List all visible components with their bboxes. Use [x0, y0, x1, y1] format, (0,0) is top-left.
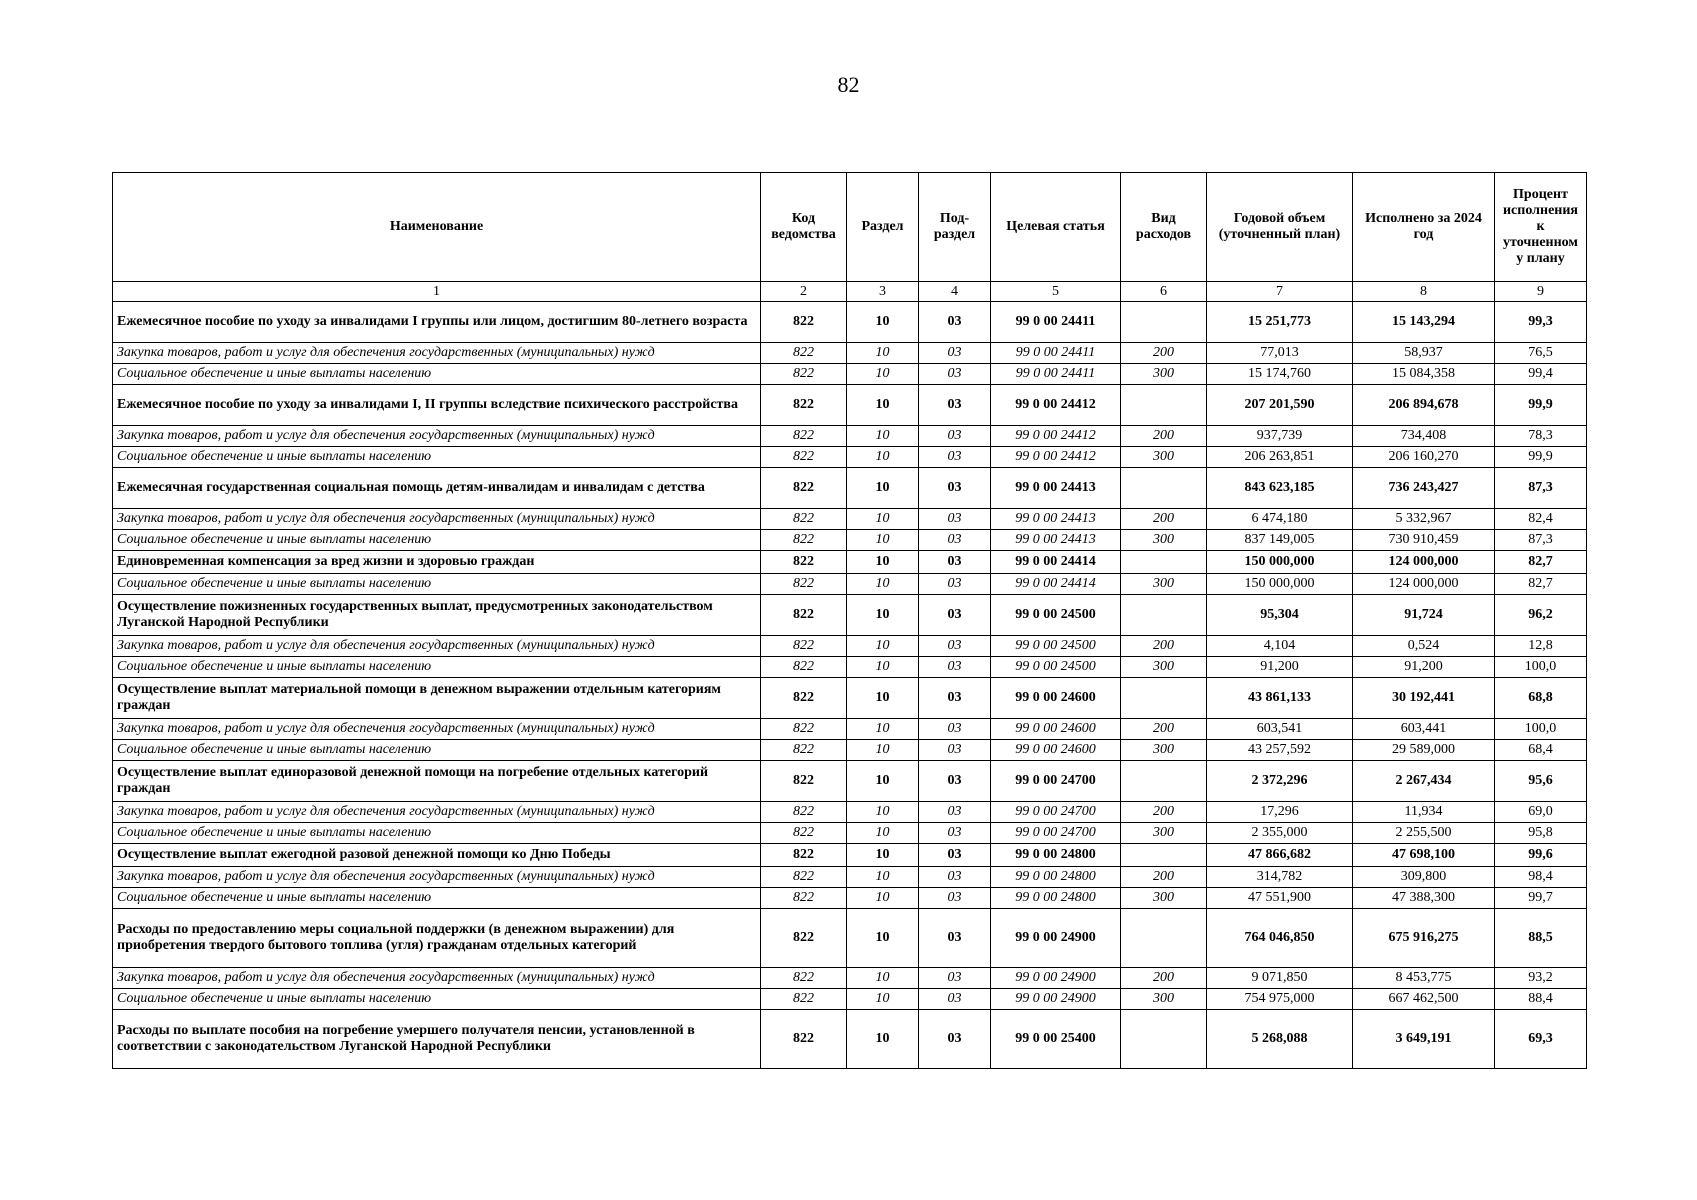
cell-annual-plan: 43 861,133: [1207, 678, 1353, 719]
cell-target-article: 99 0 00 25400: [991, 1010, 1121, 1069]
column-number: 2: [761, 282, 847, 302]
column-number: 7: [1207, 282, 1353, 302]
cell-expense-kind: [1121, 761, 1207, 802]
cell-executed: 11,934: [1353, 802, 1495, 823]
cell-expense-kind: 300: [1121, 989, 1207, 1010]
cell-annual-plan: 91,200: [1207, 657, 1353, 678]
cell-name: Осуществление выплат единоразовой денежной помощи на погребение отдельных категорий граждан: [113, 761, 761, 802]
cell-section: 10: [847, 574, 919, 595]
cell-expense-kind: 200: [1121, 343, 1207, 364]
cell-section: 10: [847, 989, 919, 1010]
cell-annual-plan: 15 174,760: [1207, 364, 1353, 385]
page-number: 82: [837, 72, 860, 97]
cell-percent: 95,8: [1495, 823, 1587, 844]
table-row-subitem: [113, 447, 1587, 468]
table-row-subitem: [113, 823, 1587, 844]
cell-annual-plan: 5 268,088: [1207, 1010, 1353, 1069]
cell-annual-plan: 47 551,900: [1207, 888, 1353, 909]
cell-section: 10: [847, 530, 919, 551]
cell-percent: 95,6: [1495, 761, 1587, 802]
cell-subsection: 03: [919, 888, 991, 909]
cell-annual-plan: 754 975,000: [1207, 989, 1353, 1010]
cell-section: 10: [847, 426, 919, 447]
cell-name: Закупка товаров, работ и услуг для обеспечения государственных (муниципальных) нужд: [113, 719, 761, 740]
table-row-subitem: [113, 636, 1587, 657]
cell-executed: 206 160,270: [1353, 447, 1495, 468]
cell-executed: 30 192,441: [1353, 678, 1495, 719]
cell-percent: 82,4: [1495, 509, 1587, 530]
cell-target-article: 99 0 00 24700: [991, 823, 1121, 844]
cell-section: 10: [847, 968, 919, 989]
column-number: 3: [847, 282, 919, 302]
cell-subsection: 03: [919, 657, 991, 678]
cell-expense-kind: [1121, 678, 1207, 719]
cell-executed: 734,408: [1353, 426, 1495, 447]
cell-subsection: 03: [919, 989, 991, 1010]
table-row-item: [113, 385, 1587, 426]
cell-section: 10: [847, 1010, 919, 1069]
cell-executed: 15 084,358: [1353, 364, 1495, 385]
cell-name: Закупка товаров, работ и услуг для обеспечения государственных (муниципальных) нужд: [113, 426, 761, 447]
table-row-subitem: [113, 574, 1587, 595]
cell-name: Социальное обеспечение и иные выплаты населению: [113, 530, 761, 551]
cell-department-code: 822: [761, 343, 847, 364]
cell-department-code: 822: [761, 595, 847, 636]
cell-subsection: 03: [919, 636, 991, 657]
cell-executed: 730 910,459: [1353, 530, 1495, 551]
cell-subsection: 03: [919, 968, 991, 989]
cell-percent: 99,3: [1495, 302, 1587, 343]
cell-annual-plan: 77,013: [1207, 343, 1353, 364]
cell-percent: 93,2: [1495, 968, 1587, 989]
cell-name: Осуществление выплат материальной помощи в денежном выражении отдельным категориям граждан: [113, 678, 761, 719]
cell-name: Закупка товаров, работ и услуг для обеспечения государственных (муниципальных) нужд: [113, 968, 761, 989]
cell-department-code: 822: [761, 364, 847, 385]
cell-annual-plan: 150 000,000: [1207, 574, 1353, 595]
cell-percent: 76,5: [1495, 343, 1587, 364]
cell-target-article: 99 0 00 24600: [991, 678, 1121, 719]
table-row-subitem: [113, 802, 1587, 823]
cell-name: Ежемесячная государственная социальная помощь детям-инвалидам и инвалидам с детства: [113, 468, 761, 509]
table-row-subitem: [113, 509, 1587, 530]
cell-percent: 88,5: [1495, 909, 1587, 968]
cell-executed: 675 916,275: [1353, 909, 1495, 968]
cell-expense-kind: 300: [1121, 574, 1207, 595]
cell-name: Расходы по предоставлению меры социальной поддержки (в денежном выражении) для приобретения твердого бытового топлива (угля) гражданам отдельных категорий: [113, 909, 761, 968]
cell-target-article: 99 0 00 24412: [991, 447, 1121, 468]
cell-annual-plan: 47 866,682: [1207, 844, 1353, 867]
cell-subsection: 03: [919, 302, 991, 343]
budget-execution-table: [112, 172, 1587, 1069]
cell-annual-plan: 206 263,851: [1207, 447, 1353, 468]
cell-percent: 99,7: [1495, 888, 1587, 909]
cell-department-code: 822: [761, 551, 847, 574]
cell-percent: 12,8: [1495, 636, 1587, 657]
cell-expense-kind: 200: [1121, 636, 1207, 657]
table-row-item: [113, 1010, 1587, 1069]
cell-annual-plan: 2 372,296: [1207, 761, 1353, 802]
cell-subsection: 03: [919, 343, 991, 364]
cell-section: 10: [847, 657, 919, 678]
cell-percent: 87,3: [1495, 468, 1587, 509]
cell-name: Социальное обеспечение и иные выплаты населению: [113, 447, 761, 468]
cell-name: Ежемесячное пособие по уходу за инвалидами I, II группы вследствие психического расстройства: [113, 385, 761, 426]
cell-annual-plan: 764 046,850: [1207, 909, 1353, 968]
cell-subsection: 03: [919, 678, 991, 719]
cell-executed: 5 332,967: [1353, 509, 1495, 530]
header-annual-plan: Годовой объем (уточненный план): [1207, 173, 1353, 282]
cell-section: 10: [847, 909, 919, 968]
table-row-subitem: [113, 657, 1587, 678]
table-row-subitem: [113, 343, 1587, 364]
cell-executed: 91,724: [1353, 595, 1495, 636]
cell-department-code: 822: [761, 426, 847, 447]
cell-subsection: 03: [919, 530, 991, 551]
cell-executed: 8 453,775: [1353, 968, 1495, 989]
cell-target-article: 99 0 00 24413: [991, 468, 1121, 509]
cell-name: Социальное обеспечение и иные выплаты населению: [113, 657, 761, 678]
cell-executed: 124 000,000: [1353, 551, 1495, 574]
cell-executed: 91,200: [1353, 657, 1495, 678]
cell-department-code: 822: [761, 636, 847, 657]
cell-subsection: 03: [919, 802, 991, 823]
cell-section: 10: [847, 447, 919, 468]
cell-section: 10: [847, 719, 919, 740]
cell-expense-kind: 300: [1121, 364, 1207, 385]
cell-expense-kind: [1121, 909, 1207, 968]
cell-department-code: 822: [761, 468, 847, 509]
cell-percent: 78,3: [1495, 426, 1587, 447]
cell-name: Социальное обеспечение и иные выплаты населению: [113, 740, 761, 761]
cell-annual-plan: 2 355,000: [1207, 823, 1353, 844]
cell-department-code: 822: [761, 530, 847, 551]
cell-percent: 82,7: [1495, 574, 1587, 595]
cell-annual-plan: 4,104: [1207, 636, 1353, 657]
cell-annual-plan: 17,296: [1207, 802, 1353, 823]
cell-target-article: 99 0 00 24413: [991, 530, 1121, 551]
cell-target-article: 99 0 00 24600: [991, 719, 1121, 740]
cell-department-code: 822: [761, 509, 847, 530]
cell-target-article: 99 0 00 24900: [991, 909, 1121, 968]
cell-expense-kind: 300: [1121, 823, 1207, 844]
cell-department-code: 822: [761, 447, 847, 468]
cell-executed: 206 894,678: [1353, 385, 1495, 426]
table-header-row: [113, 173, 1587, 282]
cell-target-article: 99 0 00 24414: [991, 574, 1121, 595]
cell-executed: 2 255,500: [1353, 823, 1495, 844]
cell-subsection: 03: [919, 823, 991, 844]
cell-annual-plan: 314,782: [1207, 867, 1353, 888]
cell-section: 10: [847, 343, 919, 364]
table-row-subitem: [113, 530, 1587, 551]
cell-percent: 99,9: [1495, 447, 1587, 468]
column-number-row: [113, 282, 1587, 302]
cell-subsection: 03: [919, 447, 991, 468]
cell-section: 10: [847, 678, 919, 719]
header-target-article: Целевая статья: [991, 173, 1121, 282]
cell-percent: 88,4: [1495, 989, 1587, 1010]
cell-target-article: 99 0 00 24414: [991, 551, 1121, 574]
cell-annual-plan: 6 474,180: [1207, 509, 1353, 530]
table-row-subitem: [113, 867, 1587, 888]
column-number: 5: [991, 282, 1121, 302]
cell-executed: 47 388,300: [1353, 888, 1495, 909]
cell-expense-kind: [1121, 468, 1207, 509]
table-row-subitem: [113, 364, 1587, 385]
cell-executed: 3 649,191: [1353, 1010, 1495, 1069]
cell-name: Закупка товаров, работ и услуг для обеспечения государственных (муниципальных) нужд: [113, 636, 761, 657]
cell-subsection: 03: [919, 574, 991, 595]
cell-annual-plan: 843 623,185: [1207, 468, 1353, 509]
cell-target-article: 99 0 00 24411: [991, 364, 1121, 385]
cell-department-code: 822: [761, 657, 847, 678]
cell-target-article: 99 0 00 24700: [991, 761, 1121, 802]
cell-department-code: 822: [761, 302, 847, 343]
cell-executed: 124 000,000: [1353, 574, 1495, 595]
cell-subsection: 03: [919, 385, 991, 426]
cell-expense-kind: 200: [1121, 426, 1207, 447]
cell-subsection: 03: [919, 909, 991, 968]
cell-department-code: 822: [761, 719, 847, 740]
table-row-subitem: [113, 740, 1587, 761]
cell-name: Закупка товаров, работ и услуг для обеспечения государственных (муниципальных) нужд: [113, 509, 761, 530]
cell-target-article: 99 0 00 24600: [991, 740, 1121, 761]
column-number: 6: [1121, 282, 1207, 302]
cell-annual-plan: 43 257,592: [1207, 740, 1353, 761]
cell-department-code: 822: [761, 867, 847, 888]
cell-department-code: 822: [761, 385, 847, 426]
cell-department-code: 822: [761, 823, 847, 844]
cell-subsection: 03: [919, 468, 991, 509]
cell-expense-kind: [1121, 595, 1207, 636]
cell-target-article: 99 0 00 24800: [991, 867, 1121, 888]
cell-executed: 309,800: [1353, 867, 1495, 888]
cell-section: 10: [847, 740, 919, 761]
cell-department-code: 822: [761, 802, 847, 823]
cell-department-code: 822: [761, 989, 847, 1010]
cell-expense-kind: 200: [1121, 802, 1207, 823]
cell-executed: 47 698,100: [1353, 844, 1495, 867]
cell-expense-kind: [1121, 302, 1207, 343]
cell-subsection: 03: [919, 426, 991, 447]
cell-subsection: 03: [919, 1010, 991, 1069]
table-row-item: [113, 468, 1587, 509]
table-row-item: [113, 595, 1587, 636]
cell-department-code: 822: [761, 1010, 847, 1069]
cell-section: 10: [847, 302, 919, 343]
cell-annual-plan: 207 201,590: [1207, 385, 1353, 426]
cell-executed: 603,441: [1353, 719, 1495, 740]
header-name: Наименование: [113, 173, 761, 282]
cell-expense-kind: [1121, 385, 1207, 426]
column-number: 1: [113, 282, 761, 302]
cell-annual-plan: 603,541: [1207, 719, 1353, 740]
cell-section: 10: [847, 509, 919, 530]
column-number: 9: [1495, 282, 1587, 302]
cell-target-article: 99 0 00 24700: [991, 802, 1121, 823]
cell-percent: 69,3: [1495, 1010, 1587, 1069]
cell-section: 10: [847, 888, 919, 909]
cell-name: Единовременная компенсация за вред жизни и здоровью граждан: [113, 551, 761, 574]
cell-expense-kind: 200: [1121, 968, 1207, 989]
cell-name: Осуществление пожизненных государственных выплат, предусмотренных законодательством Луганской Народной Республики: [113, 595, 761, 636]
cell-annual-plan: 150 000,000: [1207, 551, 1353, 574]
cell-target-article: 99 0 00 24412: [991, 385, 1121, 426]
cell-expense-kind: 200: [1121, 719, 1207, 740]
cell-name: Закупка товаров, работ и услуг для обеспечения государственных (муниципальных) нужд: [113, 802, 761, 823]
cell-subsection: 03: [919, 761, 991, 802]
cell-executed: 15 143,294: [1353, 302, 1495, 343]
table-row-item: [113, 761, 1587, 802]
cell-percent: 100,0: [1495, 719, 1587, 740]
cell-percent: 96,2: [1495, 595, 1587, 636]
cell-subsection: 03: [919, 364, 991, 385]
cell-executed: 29 589,000: [1353, 740, 1495, 761]
table-body: [113, 302, 1587, 1069]
cell-name: Ежемесячное пособие по уходу за инвалидами I группы или лицом, достигшим 80-летнего возраста: [113, 302, 761, 343]
table-row-item: [113, 302, 1587, 343]
cell-percent: 87,3: [1495, 530, 1587, 551]
cell-target-article: 99 0 00 24800: [991, 844, 1121, 867]
cell-expense-kind: [1121, 1010, 1207, 1069]
cell-subsection: 03: [919, 509, 991, 530]
cell-department-code: 822: [761, 968, 847, 989]
cell-subsection: 03: [919, 595, 991, 636]
table-row-subitem: [113, 426, 1587, 447]
cell-percent: 98,4: [1495, 867, 1587, 888]
cell-department-code: 822: [761, 761, 847, 802]
cell-target-article: 99 0 00 24411: [991, 302, 1121, 343]
cell-target-article: 99 0 00 24500: [991, 636, 1121, 657]
table-row-item: [113, 844, 1587, 867]
cell-name: Социальное обеспечение и иные выплаты населению: [113, 823, 761, 844]
cell-annual-plan: 837 149,005: [1207, 530, 1353, 551]
header-subsection: Под-раздел: [919, 173, 991, 282]
cell-percent: 100,0: [1495, 657, 1587, 678]
cell-target-article: 99 0 00 24411: [991, 343, 1121, 364]
cell-department-code: 822: [761, 574, 847, 595]
cell-section: 10: [847, 364, 919, 385]
cell-expense-kind: 300: [1121, 657, 1207, 678]
cell-section: 10: [847, 867, 919, 888]
table-row-subitem: [113, 968, 1587, 989]
cell-executed: 58,937: [1353, 343, 1495, 364]
table-row-subitem: [113, 989, 1587, 1010]
cell-target-article: 99 0 00 24413: [991, 509, 1121, 530]
cell-annual-plan: 9 071,850: [1207, 968, 1353, 989]
cell-percent: 68,4: [1495, 740, 1587, 761]
cell-percent: 82,7: [1495, 551, 1587, 574]
table-row-subitem: [113, 888, 1587, 909]
cell-name: Социальное обеспечение и иные выплаты населению: [113, 989, 761, 1010]
cell-subsection: 03: [919, 719, 991, 740]
table-row-item: [113, 909, 1587, 968]
cell-department-code: 822: [761, 888, 847, 909]
cell-name: Осуществление выплат ежегодной разовой денежной помощи ко Дню Победы: [113, 844, 761, 867]
cell-percent: 99,9: [1495, 385, 1587, 426]
cell-subsection: 03: [919, 867, 991, 888]
cell-section: 10: [847, 761, 919, 802]
cell-department-code: 822: [761, 909, 847, 968]
cell-target-article: 99 0 00 24800: [991, 888, 1121, 909]
cell-expense-kind: 200: [1121, 509, 1207, 530]
cell-name: Социальное обеспечение и иные выплаты населению: [113, 364, 761, 385]
cell-section: 10: [847, 636, 919, 657]
cell-target-article: 99 0 00 24500: [991, 595, 1121, 636]
table-row-subitem: [113, 719, 1587, 740]
cell-percent: 99,6: [1495, 844, 1587, 867]
cell-department-code: 822: [761, 740, 847, 761]
cell-executed: 667 462,500: [1353, 989, 1495, 1010]
cell-name: Закупка товаров, работ и услуг для обеспечения государственных (муниципальных) нужд: [113, 343, 761, 364]
cell-section: 10: [847, 802, 919, 823]
cell-expense-kind: 300: [1121, 530, 1207, 551]
cell-section: 10: [847, 823, 919, 844]
cell-annual-plan: 937,739: [1207, 426, 1353, 447]
cell-expense-kind: 200: [1121, 867, 1207, 888]
cell-target-article: 99 0 00 24500: [991, 657, 1121, 678]
cell-target-article: 99 0 00 24900: [991, 989, 1121, 1010]
cell-subsection: 03: [919, 551, 991, 574]
header-executed: Исполнено за 2024 год: [1353, 173, 1495, 282]
column-number: 4: [919, 282, 991, 302]
table-row-item: [113, 551, 1587, 574]
cell-annual-plan: 95,304: [1207, 595, 1353, 636]
cell-target-article: 99 0 00 24412: [991, 426, 1121, 447]
cell-annual-plan: 15 251,773: [1207, 302, 1353, 343]
cell-section: 10: [847, 844, 919, 867]
header-percent: Процент исполнения к уточненном у плану: [1495, 173, 1587, 282]
cell-section: 10: [847, 551, 919, 574]
cell-expense-kind: 300: [1121, 447, 1207, 468]
cell-department-code: 822: [761, 844, 847, 867]
column-number: 8: [1353, 282, 1495, 302]
cell-percent: 99,4: [1495, 364, 1587, 385]
cell-section: 10: [847, 595, 919, 636]
header-expense-kind: Вид расходов: [1121, 173, 1207, 282]
cell-expense-kind: [1121, 551, 1207, 574]
cell-name: Социальное обеспечение и иные выплаты населению: [113, 574, 761, 595]
cell-percent: 68,8: [1495, 678, 1587, 719]
cell-name: Социальное обеспечение и иные выплаты населению: [113, 888, 761, 909]
cell-expense-kind: 300: [1121, 740, 1207, 761]
header-section: Раздел: [847, 173, 919, 282]
cell-section: 10: [847, 385, 919, 426]
cell-section: 10: [847, 468, 919, 509]
cell-expense-kind: 300: [1121, 888, 1207, 909]
cell-name: Расходы по выплате пособия на погребение умершего получателя пенсии, установленной в соответствии с законодательством Луганской Народной Республики: [113, 1010, 761, 1069]
cell-percent: 69,0: [1495, 802, 1587, 823]
cell-subsection: 03: [919, 844, 991, 867]
cell-department-code: 822: [761, 678, 847, 719]
cell-target-article: 99 0 00 24900: [991, 968, 1121, 989]
cell-expense-kind: [1121, 844, 1207, 867]
header-department-code: Код ведомства: [761, 173, 847, 282]
table-row-item: [113, 678, 1587, 719]
cell-subsection: 03: [919, 740, 991, 761]
cell-executed: 736 243,427: [1353, 468, 1495, 509]
cell-name: Закупка товаров, работ и услуг для обеспечения государственных (муниципальных) нужд: [113, 867, 761, 888]
cell-executed: 2 267,434: [1353, 761, 1495, 802]
cell-executed: 0,524: [1353, 636, 1495, 657]
